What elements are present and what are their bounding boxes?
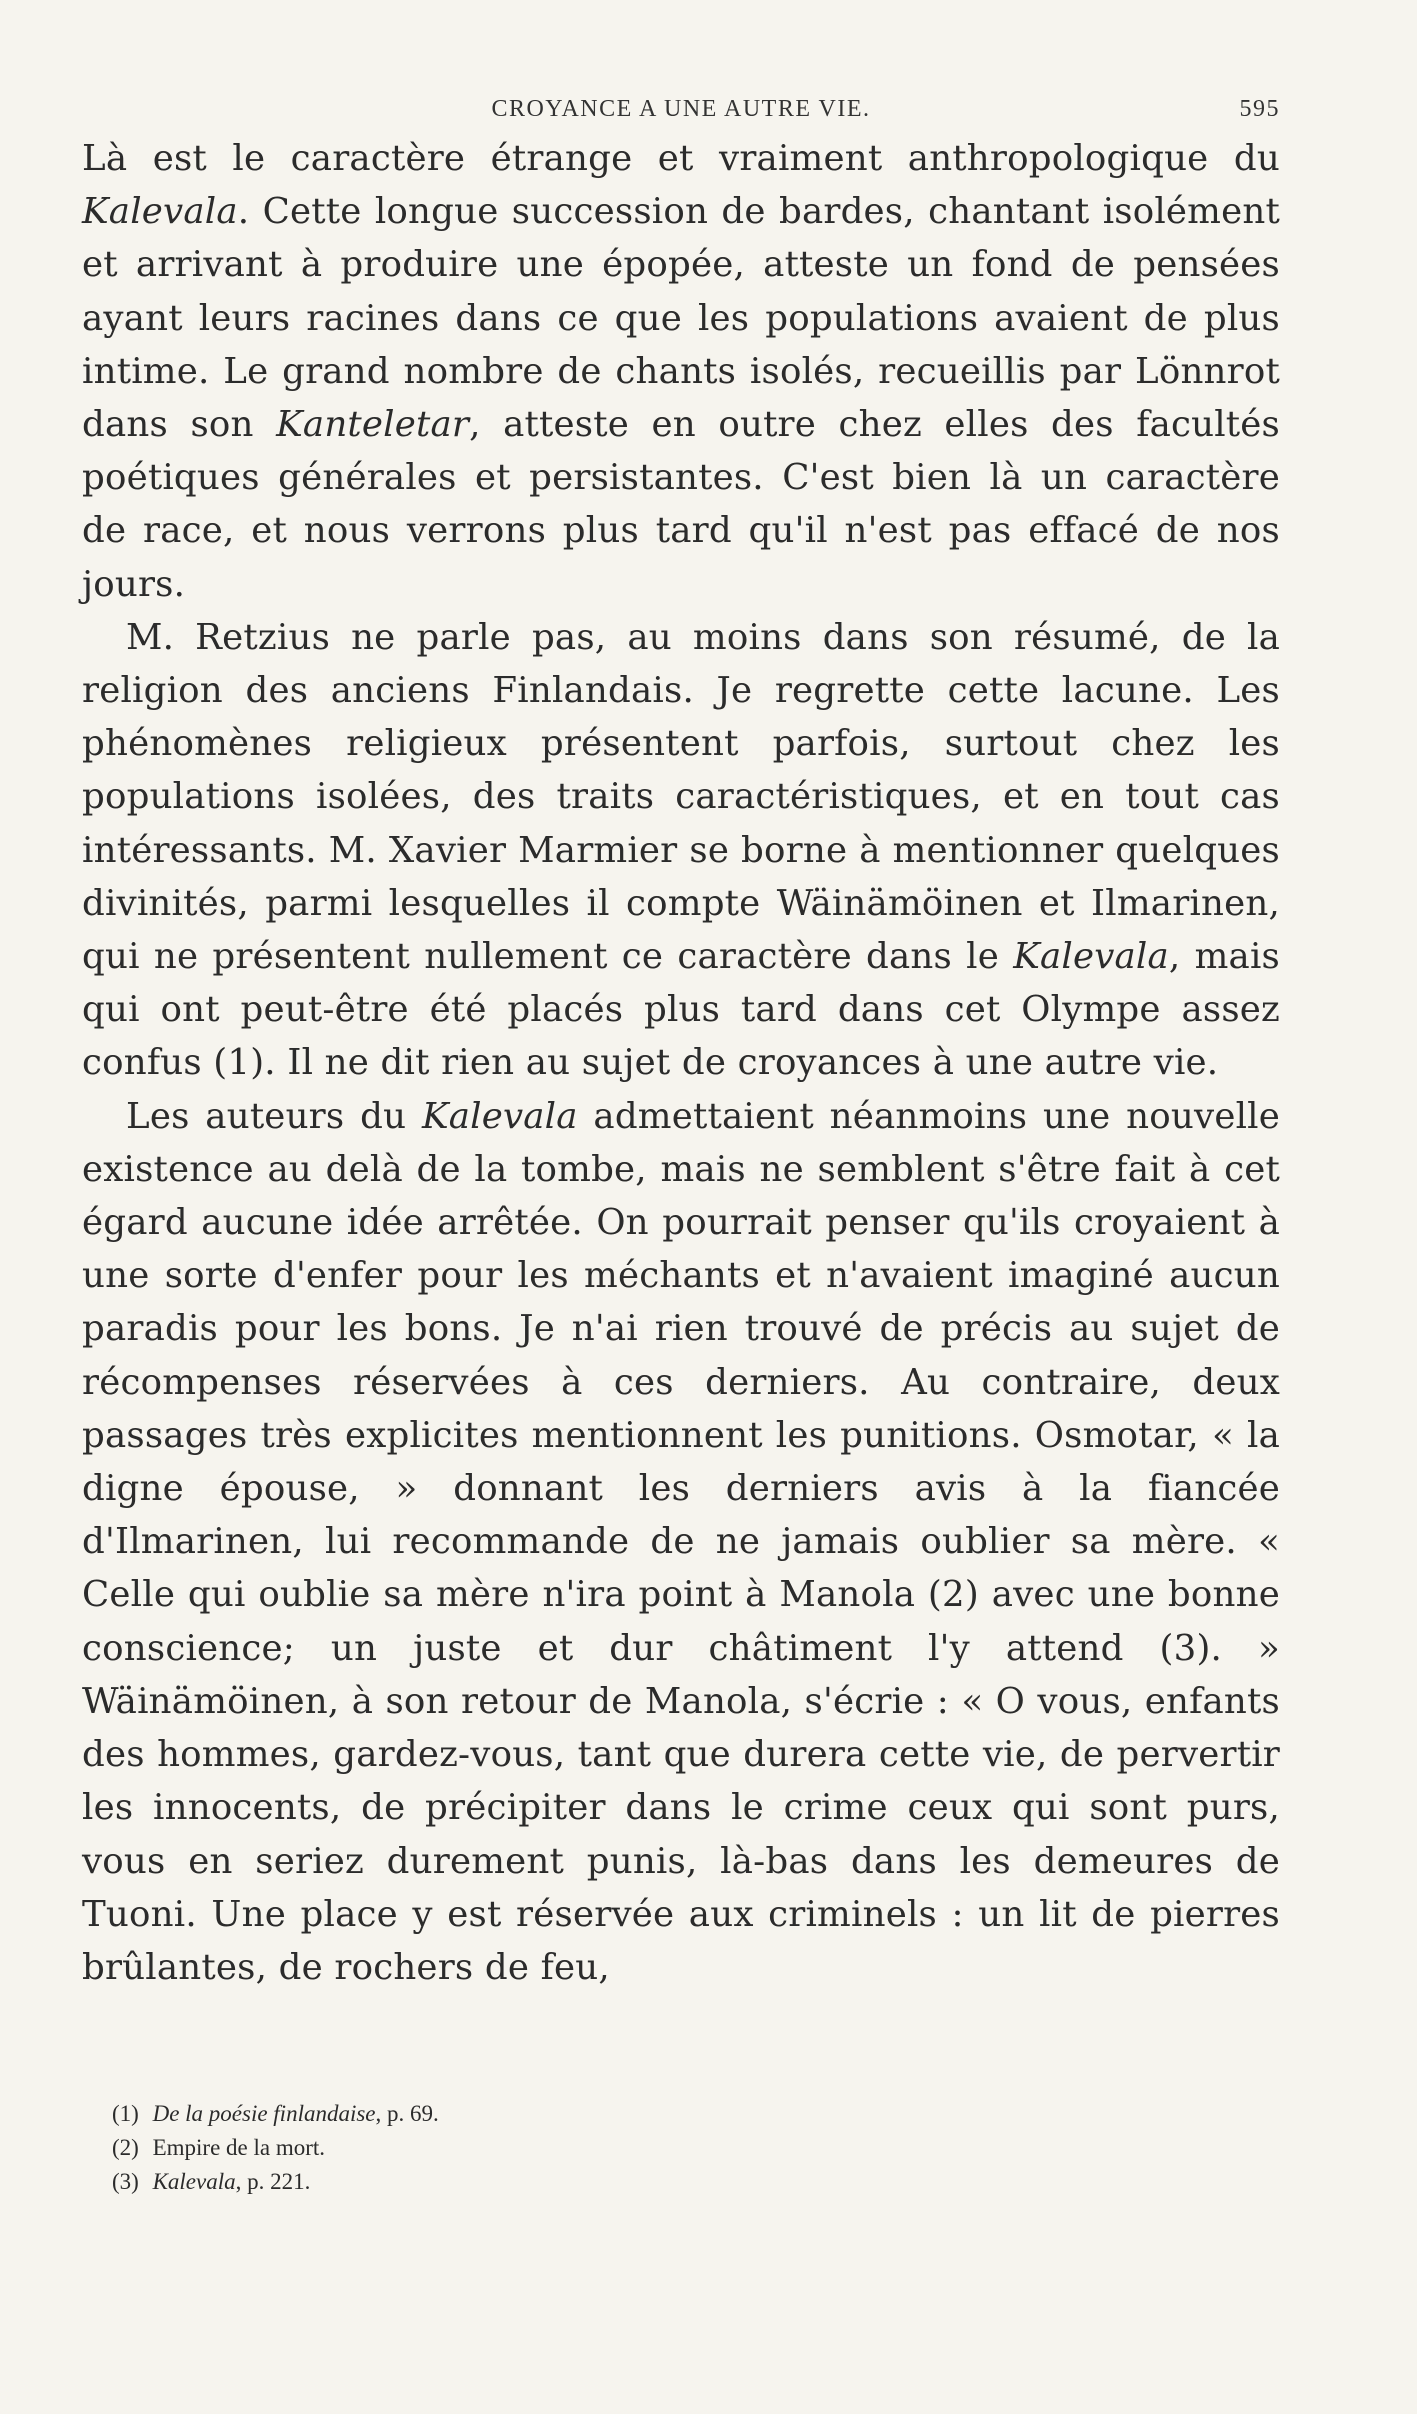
running-title: CROYANCE A UNE AUTRE VIE. [491,96,871,122]
footnote-number: (2) [112,2135,145,2160]
text-run: M. Retzius ne parle pas, au moins dans son résumé, de la religion des anciens Finlandais. Je regrette cette lacune. Les phénomènes religieux présentent parfois, surtout chez les populations isolées, des traits caractéristiques, et en tout cas intéressants. M. Xavier Marmier se borne à mentionner quelques divinités, parmi lesquelles il compte Wäinämöinen et Ilmarinen, qui ne présentent nullement ce caractère dans le [82,616,1280,978]
body-text [82,132,1280,1994]
paragraph [82,611,1280,1090]
paragraph [82,1090,1280,1994]
page [82,92,1280,1994]
footnote-text: Kalevala [152,2169,236,2194]
italic-title: Kanteletar [276,404,470,446]
text-run: , mais qui ont peut-être été placés plus tard dans cet Olympe assez confus (1). Il ne dit rien au sujet de croyances à une autre vie. [82,936,1280,1084]
italic-title: Kalevala [1013,936,1169,978]
italic-title: Kalevala [82,191,238,233]
running-head [82,92,1280,132]
footnote-text: De la poésie finlandaise [152,2101,376,2126]
footnote-page: , p. 221. [235,2169,311,2194]
paragraph [82,132,1280,611]
page-number: 595 [1239,96,1280,122]
footnote [112,2165,1112,2199]
footnote-page: , p. 69. [375,2101,439,2126]
footnote [112,2131,1112,2165]
text-run: Là est le caractère étrange et vraiment anthropologique du [82,138,1280,179]
text-run: admettaient néanmoins une nouvelle existence au delà de la tombe, mais ne semblent s'être fait à cet égard aucune idée arrêtée. On pourrait penser qu'ils croyaient à une sorte d'enfer pour les méchants et n'avaient imaginé aucun paradis pour les bons. Je n'ai rien trouvé de précis au sujet de récompenses réservées à ces derniers. Au contraire, deux passages très explicites mentionnent les punitions. Osmotar, « la digne épouse, » donnant les derniers avis à la fiancée d'Ilmarinen, lui recommande de ne jamais oublier sa mère. « Celle qui oublie sa mère n'ira point à Manola (2) avec une bonne conscience; un juste et dur châtiment l'y attend (3). » Wäinämöinen, à son retour de Manola, s'écrie : « O vous, enfants des hommes, gardez-vous, tant que durera cette vie, de pervertir les innocents, de précipiter dans le crime ceux qui sont purs, vous en seriez durement punis, là-bas dans les demeures de Tuoni. Une place y est réservée aux criminels : un lit de pierres brûlantes, de rochers de feu, [82,1095,1280,1988]
footnotes [112,2097,1112,2199]
text-run: . Cette longue succession de bardes, chantant isolément et arrivant à produire une épopée, atteste un fond de pensées ayant leurs racines dans ce que les populations avaient de plus intime. Le grand nombre de chants isolés, recueillis par Lönnrot dans son [82,191,1280,446]
footnote-text: Empire de la mort. [152,2135,326,2160]
footnote [112,2097,1112,2131]
italic-title: Kalevala [421,1095,578,1137]
footnote-number: (1) [112,2101,145,2126]
footnote-number: (3) [112,2169,145,2194]
text-run: , atteste en outre chez elles des facultés poétiques générales et persistantes. C'est bien là un caractère de race, et nous verrons plus tard qu'il n'est pas effacé de nos jours. [82,404,1281,605]
text-run: Les auteurs du [126,1095,422,1137]
